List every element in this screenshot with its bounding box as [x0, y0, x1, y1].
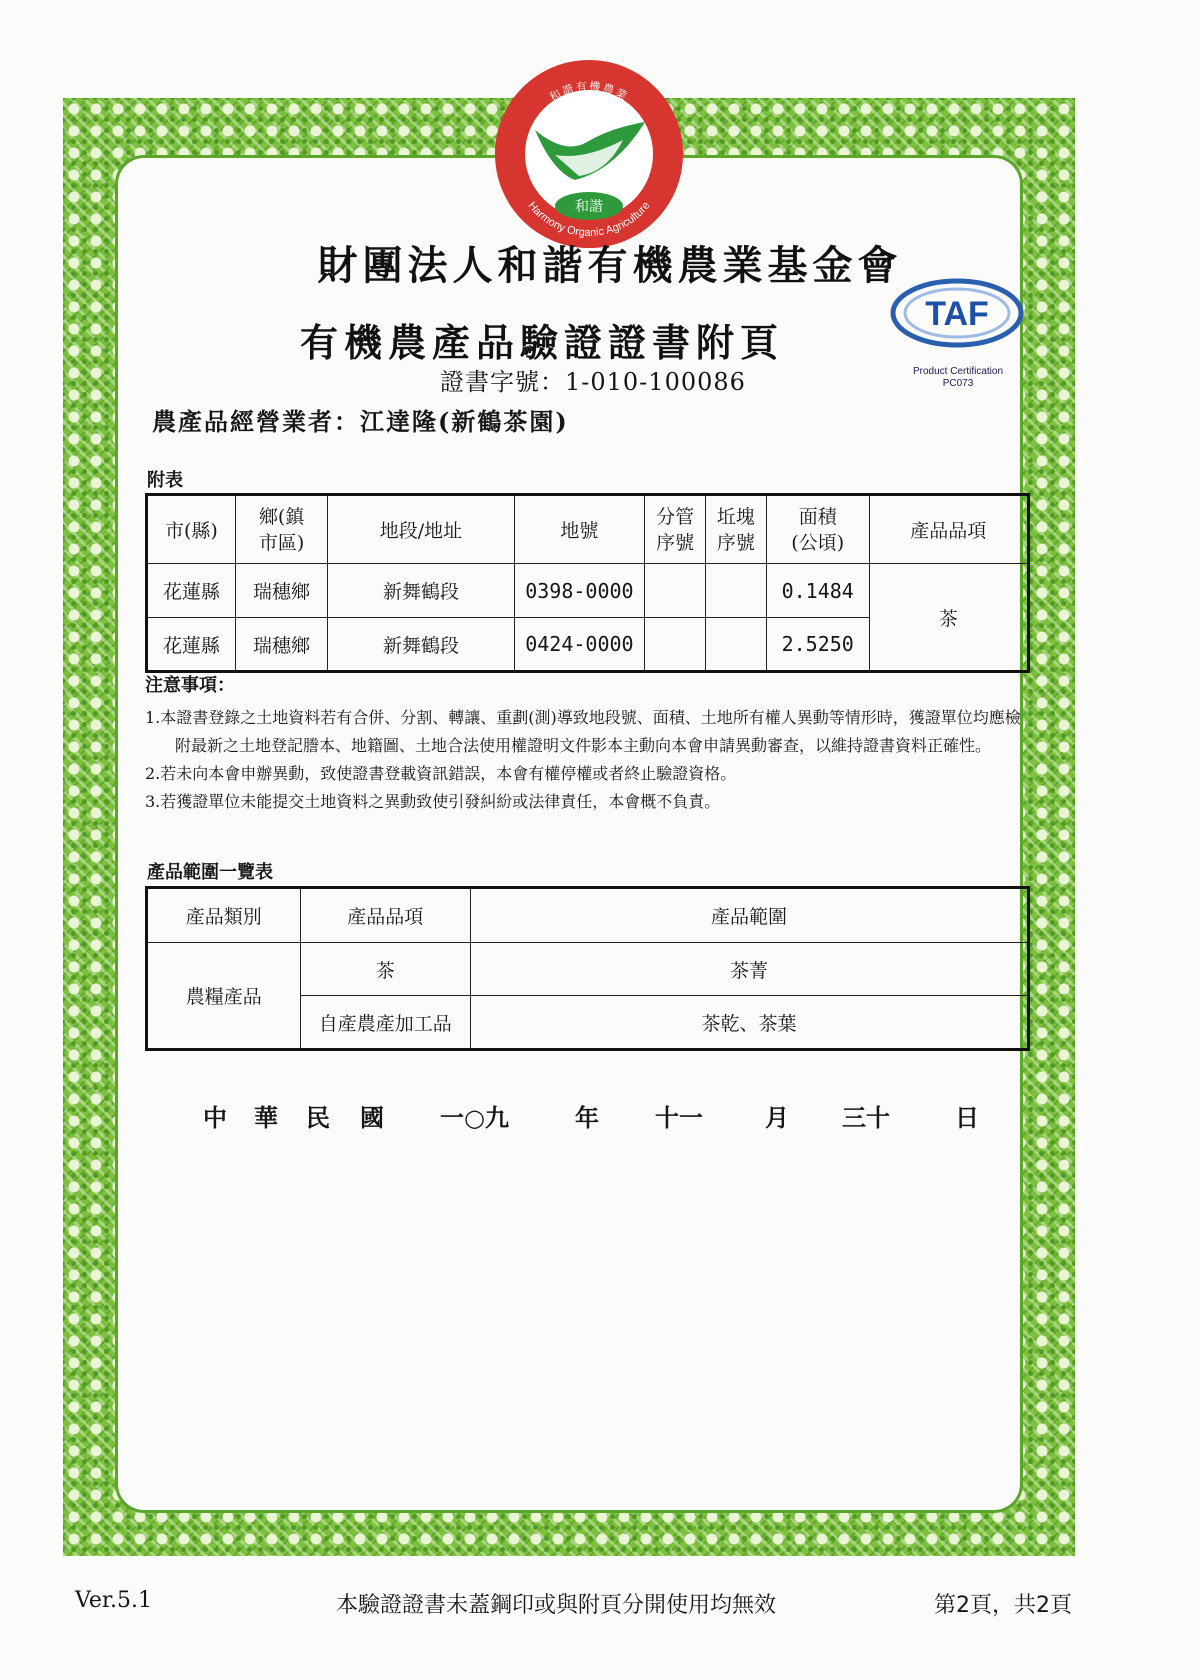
row-county: 花蓮縣 [147, 564, 236, 618]
row-scope: 茶乾、茶葉 [470, 996, 1028, 1050]
note-item: 1.本證書登錄之土地資料若有合併、分割、轉讓、重劃(測)導致地段號、面積、土地所有權人異動等情形時，獲證單位均應檢附最新之土地登記謄本、地籍圖、土地合法使用權證明文件影本主動向本會申請異動審查，以維持證書資料正確性。 [145, 708, 1021, 755]
document-title: 有機農產品驗證證書附頁 [300, 321, 785, 365]
row-category: 農糧產品 [147, 943, 301, 1050]
date-part: 國 [360, 1103, 384, 1132]
note-item: 3.若獲證單位未能提交土地資料之異動致使引發糾紛或法律責任，本會概不負責。 [145, 792, 721, 811]
header-scope: 產品範圍 [470, 888, 1028, 943]
scope-table-header [147, 888, 1029, 943]
taf-logo [888, 276, 1026, 350]
header-category: 產品類別 [147, 888, 301, 943]
version-label: Ver.5.1 [75, 1588, 152, 1613]
validity-notice: 本驗證證書未蓋鋼印或與附頁分開使用均無效 [336, 1593, 777, 1618]
row-mgmt [645, 618, 706, 672]
row-section: 新舞鶴段 [328, 618, 514, 672]
table-row [147, 564, 1029, 618]
note-item: 2.若未向本會申辦異動，致使證書登載資訊錯誤，本會有權停權或者終止驗證資格。 [145, 764, 737, 783]
header-item: 產品品項 [300, 888, 470, 943]
logo-center-text: 和諧 [575, 199, 603, 215]
attached-table-label: 附表 [147, 470, 183, 491]
scope-table [145, 886, 1030, 1051]
land-table-header [147, 495, 1029, 564]
row-lot: 0424-0000 [514, 618, 645, 672]
notes-heading: 注意事項： [145, 675, 235, 696]
land-table [145, 493, 1030, 673]
certificate-number: 證書字號：1-010-100086 [440, 368, 746, 396]
row-lot: 0398-0000 [514, 564, 645, 618]
harmony-organic-logo [495, 60, 683, 248]
table-row [147, 943, 1029, 996]
row-item: 茶 [300, 943, 470, 996]
row-scope: 茶菁 [470, 943, 1028, 996]
scope-table-label: 產品範圍一覽表 [147, 862, 273, 883]
row-mgmt [645, 564, 706, 618]
row-county: 花蓮縣 [147, 618, 236, 672]
date-part: 月 [765, 1103, 789, 1132]
header-product: 產品品項 [869, 495, 1028, 564]
date-part: 民 [306, 1103, 330, 1132]
header-lot: 地號 [514, 495, 645, 564]
row-plot [706, 564, 767, 618]
operator-name: 農產品經營業者：江達隆(新鶴茶園) [152, 407, 569, 436]
date-part: 華 [254, 1103, 278, 1132]
date-part: 一○九 [440, 1103, 509, 1132]
row-plot [706, 618, 767, 672]
row-item: 自產農產加工品 [300, 996, 470, 1050]
header-county: 市(縣) [147, 495, 236, 564]
date-part: 年 [575, 1103, 599, 1132]
row-section: 新舞鶴段 [328, 564, 514, 618]
row-township: 瑞穗鄉 [235, 618, 328, 672]
org-name: 財團法人和諧有機農業基金會 [317, 243, 903, 289]
row-township: 瑞穗鄉 [235, 564, 328, 618]
taf-caption-line1: Product Certification [912, 366, 1004, 377]
taf-caption [878, 366, 1038, 390]
date-part: 中 [203, 1103, 227, 1132]
date-part: 十一 [655, 1103, 703, 1132]
row-area: 0.1484 [766, 564, 869, 618]
notes-section [145, 672, 1035, 816]
taf-caption-line2: PC073 [942, 378, 974, 389]
page-number: 第2頁，共2頁 [934, 1593, 1072, 1618]
header-township: 鄉(鎮 市區) [235, 495, 328, 564]
header-mgmt-no: 分管 序號 [645, 495, 706, 564]
row-product: 茶 [869, 564, 1028, 672]
logo-english-text: Harmony Organic Agriculture [525, 199, 653, 240]
date-part: 日 [955, 1103, 979, 1132]
header-section: 地段/地址 [328, 495, 514, 564]
row-area: 2.5250 [766, 618, 869, 672]
header-plot-no: 坵塊 序號 [706, 495, 767, 564]
header-area: 面積 (公頃) [766, 495, 869, 564]
taf-logo-text: TAF [925, 295, 989, 333]
logo-ring-text: 和諧有機農業 [547, 79, 631, 104]
date-part: 三十 [842, 1103, 890, 1132]
